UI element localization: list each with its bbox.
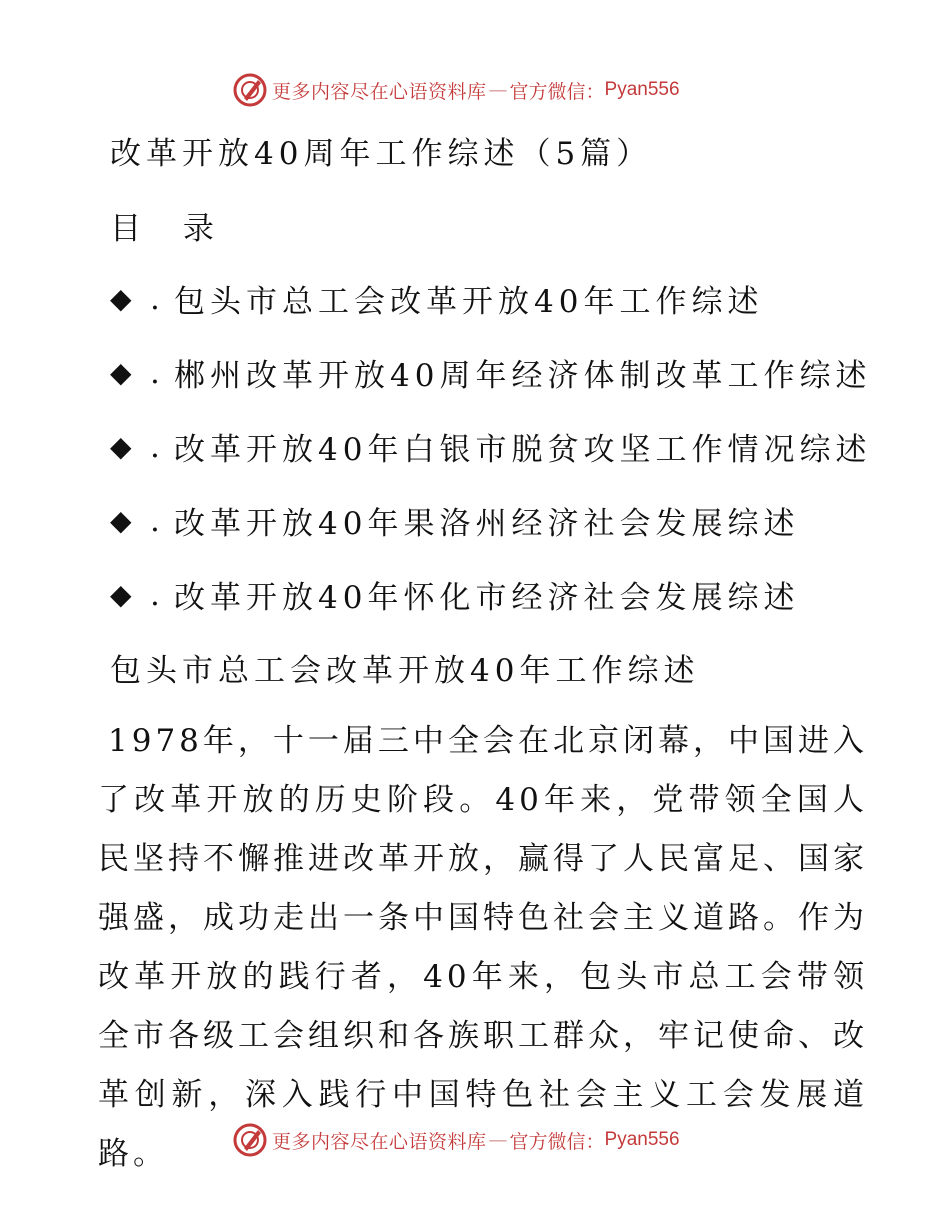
toc-heading: 目 录 [110,211,230,247]
section-title: 包头市总工会改革开放40年工作综述 [110,653,700,689]
document-title: 改革开放40周年工作综述（5篇） [110,136,653,172]
diamond-bullet-icon: ◆ [110,504,132,537]
watermark-label: 官方微信： [509,80,605,103]
paragraph: 1978年，十一届三中全会在北京闭幕，中国进入了改革开放的历史阶段。40年来，党带领全国人民坚持不懈推进改革开放，赢得了人民富足、国家强盛，成功走出一条中国特色社会主义道路。作为改革开放的践行者，40年来，包头市总工会带领全市各级工会组织和各族职工群众，牢记使命、改革创新，深入践行中国特色社会主义工会发展道路。 [98,723,868,1172]
footer-watermark [232,1120,680,1160]
watermark-text: 更多内容尽在心语资料库 [272,80,487,103]
toc-separator: . [150,502,160,539]
diamond-bullet-icon: ◆ [110,282,132,315]
watermark-label: 官方微信： [509,1130,605,1153]
toc-item-label: 改革开放40年果洛州经济社会发展综述 [174,506,800,542]
body-text [98,712,868,1184]
diamond-bullet-icon: ◆ [110,578,132,611]
watermark-dash: — [488,1129,508,1151]
pen-logo-icon [232,72,268,108]
watermark-wechat-id: Pyan556 [604,1129,680,1150]
toc-separator: . [150,576,160,613]
watermark-wechat-id: Pyan556 [604,79,680,100]
toc-separator: . [150,428,160,465]
toc-item-label: 改革开放40年白银市脱贫攻坚工作情况综述 [174,432,872,468]
pen-logo-icon [232,1122,268,1158]
toc-item-label: 改革开放40年怀化市经济社会发展综述 [174,580,800,616]
toc-item-label: 郴州改革开放40周年经济体制改革工作综述 [174,358,872,394]
diamond-bullet-icon: ◆ [110,356,132,389]
toc-item [110,572,799,617]
watermark-text: 更多内容尽在心语资料库 [272,1130,487,1153]
toc-item [110,498,799,543]
diamond-bullet-icon: ◆ [110,430,132,463]
toc-item [110,424,871,469]
toc-item [110,276,763,321]
toc-item [110,350,871,395]
watermark-dash: — [488,79,508,101]
toc-separator: . [150,354,160,391]
header-watermark [232,70,680,110]
toc-separator: . [150,280,160,317]
toc-item-label: 包头市总工会改革开放40年工作综述 [174,284,764,320]
